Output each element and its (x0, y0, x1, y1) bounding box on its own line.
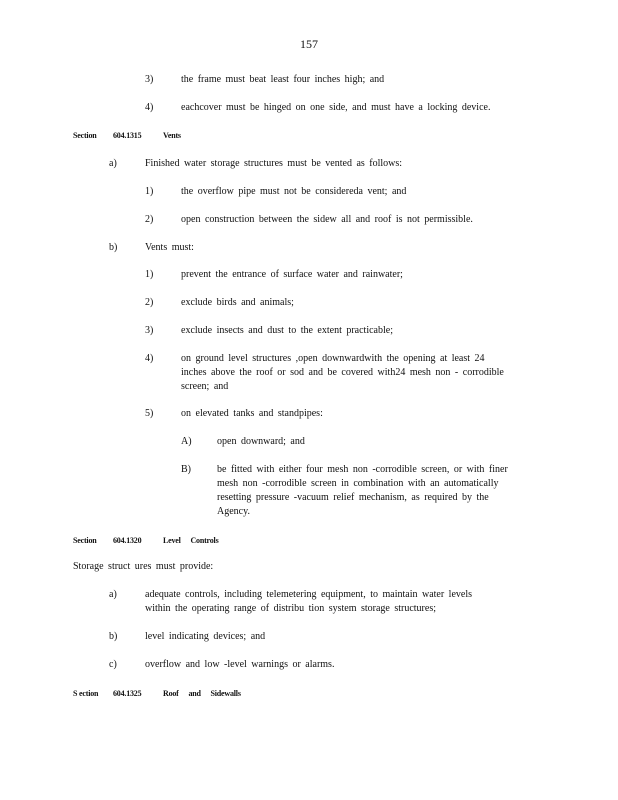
item-number: 1) (145, 269, 154, 280)
subitem-text-line: mesh non -corrodible screen in combination with an automatically (217, 478, 499, 489)
item-text: exclude birds and animals; (181, 297, 294, 308)
section-label: Section (73, 131, 97, 140)
subitem-letter: B) (181, 464, 191, 475)
subsection-letter: a) (109, 589, 117, 600)
item-text: eachcover must be hinged on one side, and must have a locking device. (181, 102, 491, 113)
item-text: the overflow pipe must not be considereda vent; and (181, 186, 407, 197)
item-number: 4) (145, 102, 154, 113)
item-number: 3) (145, 74, 154, 85)
intro-text: Storage struct ures must provide: (73, 561, 214, 572)
subitem-text-line: be fitted with either four mesh non -corrodible screen, or with finer (217, 464, 508, 475)
section-title: Vents (163, 131, 181, 140)
subsection-text-line: within the operating range of distribu tion system storage structures; (145, 603, 436, 614)
item-number: 3) (145, 325, 154, 336)
item-text: open construction between the sidew all and roof is not permissible. (181, 214, 473, 225)
item-text-line: inches above the roof or sod and be covered with24 mesh non - corrodible (181, 367, 504, 378)
subitem-text: open downward; and (217, 436, 305, 447)
subsection-letter: c) (109, 659, 117, 670)
subitem-text-line: Agency. (217, 506, 250, 517)
item-text: exclude insects and dust to the extent practicable; (181, 325, 393, 336)
item-text: on elevated tanks and standpipes: (181, 408, 323, 419)
subsection-letter: b) (109, 631, 118, 642)
item-number: 2) (145, 214, 154, 225)
item-number: 4) (145, 353, 154, 364)
section-number: 604.1320 (113, 536, 142, 545)
section-number: 604.1315 (113, 131, 142, 140)
subsection-text: Vents must: (145, 242, 194, 253)
item-number: 5) (145, 408, 154, 419)
item-number: 1) (145, 186, 154, 197)
item-text-line: on ground level structures ,open downwardwith the opening at least 24 (181, 353, 485, 364)
subitem-text-line: resetting pressure -vacuum relief mechanism, as required by the (217, 492, 489, 503)
subitem-letter: A) (181, 436, 192, 447)
item-number: 2) (145, 297, 154, 308)
section-label: Section (73, 536, 97, 545)
item-text: prevent the entrance of surface water and rainwater; (181, 269, 403, 280)
item-text-line: screen; and (181, 381, 229, 392)
section-title: Roof and Sidewalls (163, 689, 241, 698)
page-number: 157 (300, 37, 318, 51)
subsection-text-line: adequate controls, including telemetering equipment, to maintain water levels (145, 589, 473, 600)
subsection-text: Finished water storage structures must be vented as follows: (145, 158, 403, 169)
section-number: 604.1325 (113, 689, 142, 698)
subsection-text: level indicating devices; and (145, 631, 266, 642)
subsection-letter: a) (109, 158, 117, 169)
section-title: Level Controls (163, 536, 219, 545)
subsection-text: overflow and low -level warnings or alarms. (145, 659, 335, 670)
item-text: the frame must beat least four inches high; and (181, 74, 385, 85)
subsection-letter: b) (109, 242, 118, 253)
section-label: S ection (73, 689, 99, 698)
